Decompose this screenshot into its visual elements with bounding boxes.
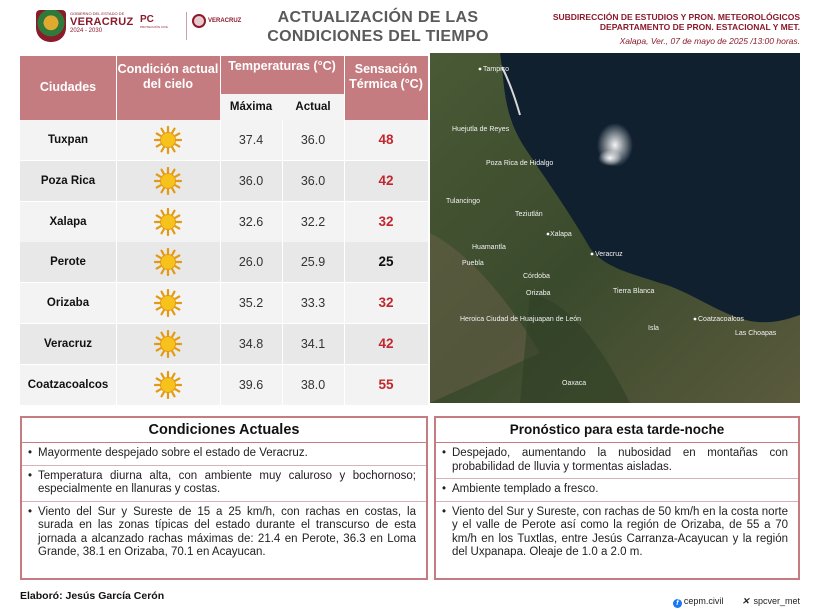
map-label: Orizaba — [526, 290, 551, 297]
weather-table — [20, 56, 428, 406]
map-label: Córdoba — [523, 273, 550, 280]
sky-condition — [116, 365, 220, 405]
thermal-sensation: 42 — [378, 172, 394, 188]
logo-divider — [186, 12, 187, 40]
city-marker — [547, 233, 550, 236]
map-label: Coatzacoalcos — [698, 316, 744, 323]
header-sensation: Sensación Térmica (°C) — [349, 62, 423, 91]
forecast-list — [436, 443, 798, 560]
page-title — [262, 8, 494, 46]
sky-condition — [116, 242, 220, 282]
column-divider — [282, 120, 283, 406]
actual-temperature: 33.3 — [300, 296, 326, 311]
government-logo-text — [70, 11, 132, 34]
issue-date: Xalapa, Ver., 07 de mayo de 2025 /13:00 horas. — [619, 36, 800, 46]
proteccion-civil-logo — [140, 14, 182, 29]
city-name: Poza Rica — [40, 174, 96, 187]
header-temperatures — [220, 59, 344, 74]
map-label: Tampico — [483, 66, 510, 73]
pc-title: PC — [140, 14, 154, 25]
veracruz-coat-of-arms-icon — [36, 10, 66, 42]
sun-icon — [154, 289, 182, 317]
max-temperature: 39.6 — [238, 377, 264, 392]
city-name: Coatzacoalcos — [27, 378, 109, 391]
thermal-sensation: 48 — [378, 132, 394, 147]
thermal-sensation: 32 — [378, 295, 394, 311]
table-row — [20, 120, 428, 160]
sky-condition — [116, 161, 220, 201]
header-cities: Ciudades — [39, 80, 97, 94]
list-item: • Temperatura diurna alta, con ambiente muy caluroso y bochornoso; especialmente en llanuras y costas. — [38, 470, 416, 497]
header-max: Máxima — [220, 94, 282, 120]
list-item: • Ambiente templado a fresco. — [452, 483, 788, 497]
map-label: Tierra Blanca — [613, 288, 655, 295]
x-link[interactable] — [742, 596, 800, 606]
sky-condition — [116, 324, 220, 364]
x-handle: spcver_met — [753, 596, 800, 606]
sky-condition — [116, 120, 220, 160]
map-label: Heroica Ciudad de Huajuapan de León — [460, 316, 582, 323]
forecast-panel — [434, 416, 800, 580]
title-line-2: CONDICIONES DEL TIEMPO — [267, 28, 489, 45]
sun-icon — [154, 248, 182, 276]
map-label: Veracruz — [595, 251, 623, 258]
table-row — [20, 202, 428, 242]
proteccion-civil-seal-icon — [192, 14, 206, 28]
thermal-sensation: 42 — [378, 336, 394, 351]
map-label: Huamantla — [472, 244, 506, 251]
table-row — [20, 365, 428, 405]
map-label: Las Choapas — [735, 330, 777, 337]
forecast-title: Pronóstico para esta tarde-noche — [509, 422, 725, 437]
facebook-icon: f — [673, 599, 682, 608]
current-conditions-list — [22, 443, 426, 560]
author-credit: Elaboró: Jesús García Cerón — [20, 590, 165, 602]
gov-small-text: GOBIERNO DEL ESTADO DE — [70, 11, 125, 16]
title-line-1: ACTUALIZACIÓN DE LAS — [277, 9, 479, 26]
city-marker — [479, 68, 482, 71]
list-item: • Viento del Sur y Sureste, con rachas de 50 km/h en la costa norte y el valle de Perote así como la región de Orizaba, de 55 a 70 km/h en los Tuxtlas, entre Jesús Carranza-Acayucan y la región del Uxpanapa. Oleaje de 1.0 a 2.0 m. — [452, 506, 788, 560]
list-item: • Despejado, aumentando la nubosidad en montañas con probabilidad de lluvia y tormentas aisladas. — [452, 447, 788, 474]
map-label: Isla — [648, 325, 659, 332]
header — [0, 0, 816, 52]
city-name: Xalapa — [49, 215, 87, 228]
map-label: Poza Rica de Hidalgo — [486, 160, 554, 167]
bullet-divider — [22, 501, 426, 502]
column-divider — [344, 120, 345, 406]
current-conditions-title: Condiciones Actuales — [148, 422, 300, 438]
map-label: Teziutlán — [515, 211, 543, 218]
thermal-sensation: 32 — [378, 213, 394, 229]
map-label: Oaxaca — [562, 380, 587, 387]
pc-veracruz-text: VERACRUZ — [208, 18, 242, 24]
max-temperature: 32.6 — [238, 214, 264, 229]
dept-line-2: DEPARTAMENTO DE PRON. ESTACIONAL Y MET. — [599, 22, 800, 32]
column-divider — [116, 120, 117, 406]
actual-temperature: 25.9 — [300, 255, 326, 270]
map-label: Tulancingo — [446, 198, 480, 205]
header-divider — [116, 56, 117, 120]
gov-big-text: VERACRUZ — [70, 16, 134, 28]
map-label: Xalapa — [550, 231, 572, 238]
social-links — [657, 596, 800, 608]
bullet-divider — [436, 478, 798, 479]
header-condition: Condición actual del cielo — [117, 62, 219, 91]
facebook-link[interactable] — [673, 596, 724, 606]
max-temperature: 36.0 — [238, 173, 264, 188]
city-name: Veracruz — [44, 338, 92, 350]
actual-temperature: 36.0 — [300, 133, 326, 147]
max-temperature: 34.8 — [238, 337, 264, 351]
thermal-sensation: 55 — [378, 376, 394, 392]
column-divider — [220, 120, 221, 406]
table-row — [20, 161, 428, 201]
actual-temperature: 38.0 — [300, 377, 326, 392]
actual-temperature: 36.0 — [300, 173, 326, 188]
pc-subtitle: PROTECCIÓN CIVIL — [140, 25, 169, 29]
sky-condition — [116, 202, 220, 242]
cloud-patch — [598, 150, 622, 166]
header-actual: Actual — [282, 94, 344, 120]
facebook-handle: cepm.civil — [683, 596, 724, 606]
bullet-divider — [22, 465, 426, 466]
sun-icon — [154, 371, 182, 399]
city-name: Perote — [50, 256, 86, 269]
sun-icon — [154, 330, 182, 358]
thermal-sensation: 25 — [378, 254, 394, 270]
table-row — [20, 242, 428, 282]
sun-icon — [154, 167, 182, 195]
table-row — [20, 324, 428, 364]
city-marker — [591, 253, 594, 256]
table-header — [20, 56, 428, 120]
max-temperature: 26.0 — [238, 255, 264, 270]
max-temperature: 35.2 — [238, 296, 264, 311]
satellite-map — [430, 53, 800, 403]
table-row — [20, 283, 428, 323]
actual-temperature: 32.2 — [300, 214, 326, 229]
city-name: Orizaba — [46, 297, 90, 310]
city-marker — [694, 318, 697, 321]
max-temperature: 37.4 — [238, 133, 264, 147]
list-item: • Viento del Sur y Sureste de 15 a 25 km/h, con rachas en costas, la surada en las zonas típicas del estado durante el transcurso de esta jornada a alcanzado rachas máximas de: 21.4 en Perote, 36.3 en Loma Grande, 38.1 en Orizaba, 70.1 en Acayucan. — [38, 506, 416, 560]
sun-icon — [154, 208, 182, 236]
list-item: • Mayormente despejado sobre el estado de Veracruz. — [38, 447, 416, 461]
bullet-divider — [436, 501, 798, 502]
map-label: Puebla — [462, 260, 484, 267]
sky-condition — [116, 283, 220, 323]
city-name: Tuxpan — [47, 134, 89, 146]
map-label: Huejutla de Reyes — [452, 126, 510, 133]
header-temperatures-label: Temperaturas (°C) — [228, 59, 336, 73]
actual-temperature: 34.1 — [300, 337, 326, 351]
sun-icon — [154, 126, 182, 154]
header-divider — [344, 56, 345, 120]
satellite-map-svg — [430, 53, 800, 403]
dept-line-1: SUBDIRECCIÓN DE ESTUDIOS Y PRON. METEOROLÓGICOS — [552, 12, 800, 22]
current-conditions-panel — [20, 416, 428, 580]
x-twitter-icon: ✕ — [741, 596, 750, 606]
department-info — [500, 12, 800, 32]
gov-years-text: 2024 - 2030 — [70, 28, 103, 34]
